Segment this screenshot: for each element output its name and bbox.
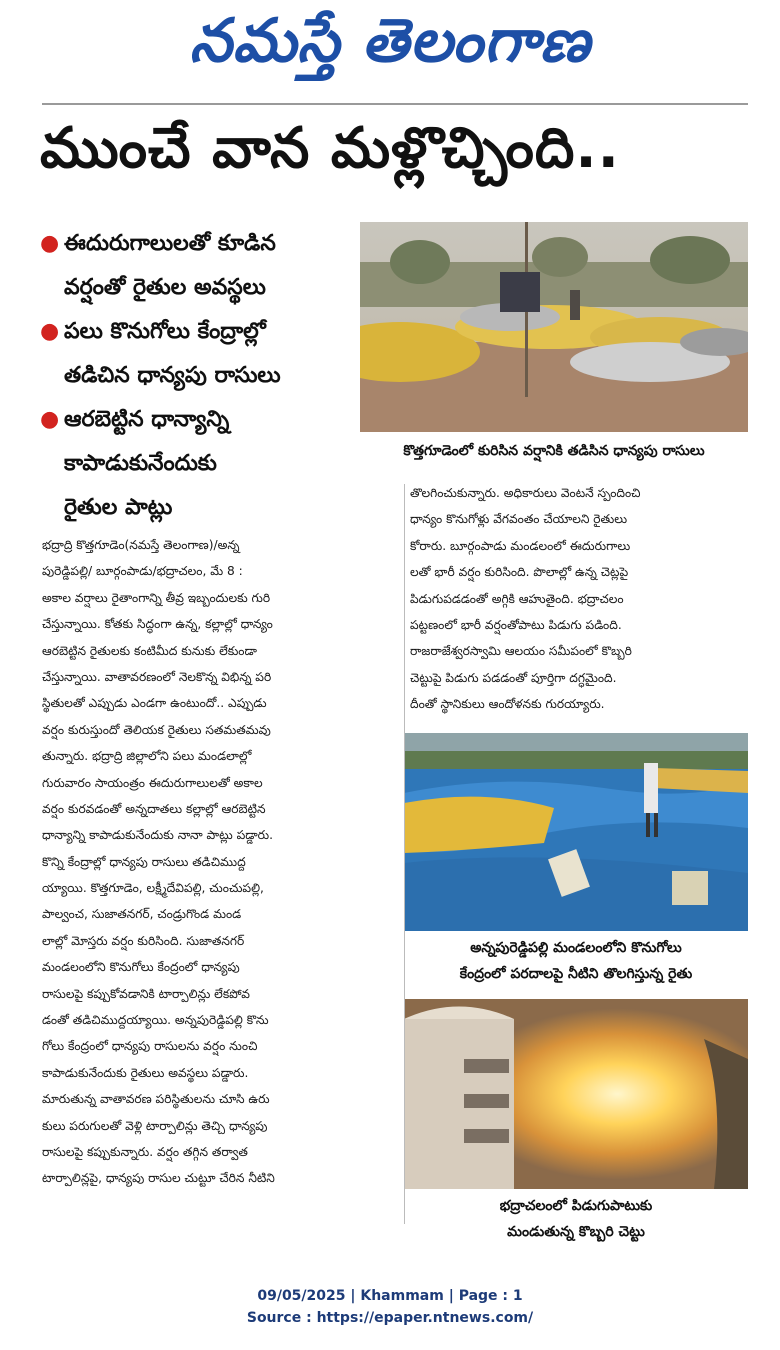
masthead-rule [42, 103, 748, 105]
photo-wet-grain-heaps-image [360, 222, 748, 432]
body-line: కోరారు. బూర్గంపాడు మండలంలో ఈదురుగాలు [410, 538, 631, 553]
photo-burning-coconut-tree-image [404, 999, 748, 1189]
body-line: వర్షం కురవడంతో అన్నదాతలు కల్లాల్లో ఆరబెట్టిన [42, 801, 266, 816]
body-line: లతో భారీ వర్షం కురిసింది. పొలాల్లో ఉన్న చెట్లపై [410, 565, 629, 580]
body-line: లాల్లో మోస్తరు వర్షం కురిసింది. సుజాతనగర్ [42, 933, 245, 948]
footer-date-edition-page: 09/05/2025 | Khammam | Page : 1 [257, 1288, 523, 1304]
body-line: వర్షం కురుస్తుందో తెలియక రైతులు సతమతమవు [42, 722, 271, 737]
body-line: గోలు కేంద్రంలో ధాన్యపు రాసులను వర్షం నుంచి [42, 1039, 258, 1054]
body-line: చెట్టుపై పిడుగు పడడంతో పూర్తిగా దగ్ధమైంది. [410, 670, 617, 685]
bullet-text: రైతుల పాట్లు [64, 495, 173, 520]
body-line: డంతో తడిచిముద్దయ్యాయి. అన్నపురెడ్డిపల్లి కొను [42, 1013, 269, 1028]
photo-farmer-on-tarpaulin [404, 733, 748, 931]
bullet-dot-icon: ● [40, 319, 60, 344]
bullet-text: పలు కొనుగోలు కేంద్రాల్లో [64, 319, 266, 344]
body-line: గురువారం సాయంత్రం ఈదురుగాలులతో అకాల [42, 775, 263, 790]
body-line: రాసులపై కప్పుకున్నారు. వర్షం తగ్గిన తర్వాత [42, 1144, 248, 1159]
article-body-right-column [410, 480, 748, 718]
highlight-bullets [40, 222, 360, 530]
article-body-left-column [42, 532, 398, 1192]
photo-burning-coconut-tree [404, 999, 748, 1189]
bullet-item [40, 310, 360, 398]
body-line: ధాన్యాన్ని కాపాడుకునేందుకు నానా పాట్లు పడ్డారు. [42, 828, 274, 843]
body-line: ఆరబెట్టిన రైతులకు కంటిమీద కునుకు లేకుండా [42, 643, 257, 658]
photo-farmer-on-tarpaulin-image [404, 733, 748, 931]
footer-source-link[interactable]: Source : https://epaper.ntnews.com/ [246, 1310, 534, 1326]
bullet-item [40, 222, 360, 310]
body-line: మారుతున్న వాతావరణ పరిస్థితులను చూసి ఉరు [42, 1092, 270, 1107]
body-line: భద్రాద్రి కొత్తగూడెం(నమస్తే తెలంగాణ)/అన్న [42, 538, 240, 552]
article-headline: ముంచే వాన మళ్లొచ్చింది.. [40, 116, 620, 181]
body-line: ధాన్యం కొనుగోళ్లు వేగవంతం చేయాలని రైతులు [410, 512, 628, 527]
body-line: అకాల వర్షాలు రైతాంగాన్ని తీవ్ర ఇబ్బందులకు గురి [42, 590, 271, 605]
bullet-dot-icon: ● [40, 407, 60, 432]
bullet-text: కాపాడుకునేందుకు [64, 451, 217, 476]
bullet-text: ఈదురుగాలులతో కూడిన [64, 231, 276, 256]
body-line: రాసులపై కప్పుకోవడానికి టార్పాలిన్లు లేకపోవ [42, 986, 250, 1001]
body-line: కులు పరుగులతో వెళ్లి టార్పాలిన్లు తెచ్చి ధాన్యపు [42, 1118, 268, 1133]
body-line: టార్పాలిన్లపై, ధాన్యపు రాసుల చుట్టూ చేరిన నీటిని [42, 1171, 275, 1186]
body-line: పిడుగుపడడంతో అగ్గికి ఆహుతైంది. భద్రాచలం [410, 591, 624, 606]
body-line: పురెడ్డిపల్లి/ బూర్గంపాడు/భద్రాచలం, మే 8 : [42, 564, 243, 579]
body-line: కొన్ని కేంద్రాల్లో ధాన్యపు రాసులు తడిచిముద్ద [42, 854, 246, 869]
body-line: చేస్తున్నాయి. కోతకు సిద్ధంగా ఉన్న, కల్లాల్లో ధాన్యం [42, 617, 273, 632]
body-line: దీంతో స్థానికులు ఆందోళనకు గురయ్యారు. [410, 697, 605, 712]
bullet-text: ఆరబెట్టిన ధాన్యాన్ని [64, 407, 230, 432]
bullet-item [40, 398, 360, 530]
body-line: తొలగించుకున్నారు. అధికారులు వెంటనే స్పందించి [410, 486, 641, 500]
body-line: రాజరాజేశ్వరస్వామి ఆలయం సమీపంలో కొబ్బరి [410, 644, 632, 659]
masthead-logo: నమస్తే తెలంగాణ [189, 6, 591, 76]
body-line: కాపాడుకునేందుకు రైతులు అవస్థలు పడ్డారు. [42, 1065, 249, 1080]
body-line: తున్నారు. భద్రాద్రి జిల్లాలోని పలు మండలాల్లో [42, 749, 252, 764]
bullet-text: తడిచిన ధాన్యపు రాసులు [64, 363, 281, 388]
bullet-text: వర్షంతో రైతుల అవస్థలు [64, 275, 266, 300]
body-line: య్యాయి. కొత్తగూడెం, లక్ష్మీదేవిపల్లి, చుంచుపల్లి, [42, 881, 264, 896]
bullet-dot-icon: ● [40, 231, 60, 256]
body-line: స్థితులతో ఎప్పుడు ఎండగా ఉంటుందో.. ఎప్పుడు [42, 696, 267, 711]
body-line: పాల్వంచ, సుజాతనగర్, చండ్రుగొండ మండ [42, 907, 242, 922]
body-line: చేస్తున్నాయి. వాతావరణంలో నెలకొన్న విభిన్న పరి [42, 669, 272, 684]
photo-wet-grain-heaps [360, 222, 748, 432]
photo-caption: కొత్తగూడెంలో కురిసిన వర్షానికి తడిసిన ధాన్యపు రాసులు [403, 443, 705, 459]
body-line: పట్టణంలో భారీ వర్షంతోపాటు పిడుగు పడింది. [410, 617, 622, 632]
column-divider [404, 484, 405, 1224]
photo-caption: భద్రాచలంలో పిడుగుపాటుకు మండుతున్న కొబ్బరి చెట్టు [499, 1198, 653, 1240]
body-line: మండలంలోని కొనుగోలు కేంద్రంలో ధాన్యపు [42, 960, 240, 975]
photo-caption: అన్నపురెడ్డిపల్లి మండలంలోని కొనుగోలు కేంద్రంలో పరదాలపై నీటిని తొలగిస్తున్న రైతు [459, 940, 693, 982]
